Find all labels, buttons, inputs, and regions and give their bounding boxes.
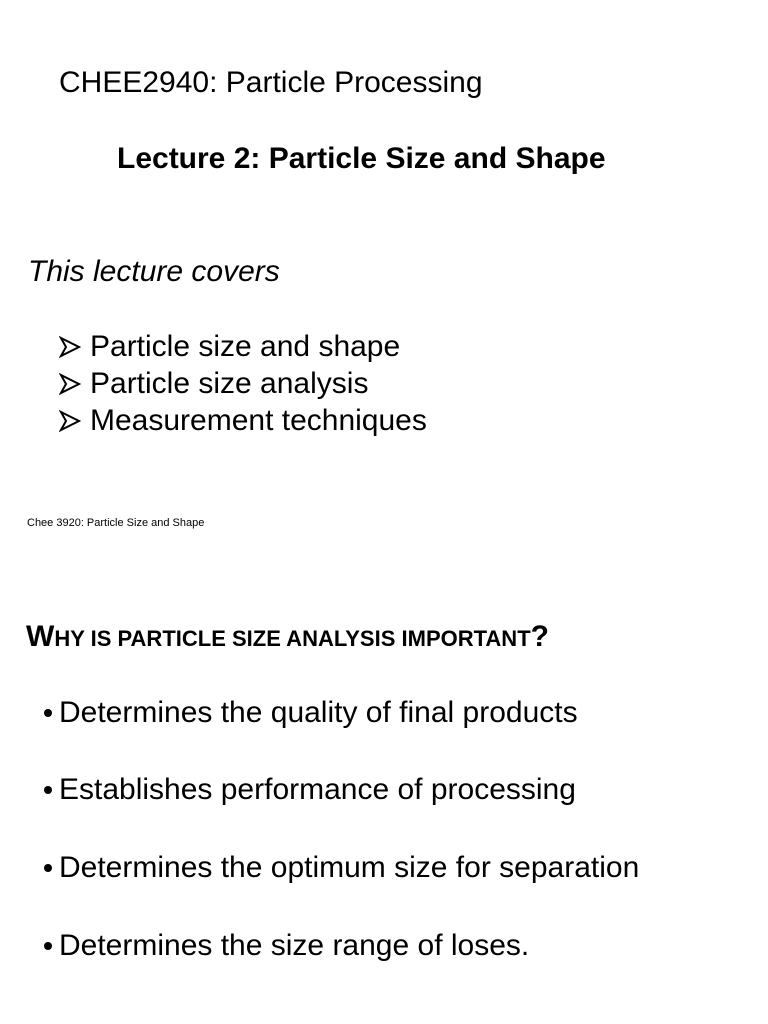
bullet-text: Determines the quality of final products xyxy=(59,696,578,729)
topic-label: Particle size and shape xyxy=(90,330,401,363)
bullet-text: Establishes performance of processing xyxy=(59,773,576,806)
covers-heading: This lecture covers xyxy=(28,255,280,288)
why-heading xyxy=(26,618,549,661)
dot-bullet-icon xyxy=(44,709,52,717)
arrow-bullet-icon xyxy=(59,410,81,432)
bullet-item xyxy=(44,694,578,732)
topic-item xyxy=(59,402,427,439)
dot-bullet-icon xyxy=(44,864,52,872)
topic-list xyxy=(59,328,427,439)
topic-label: Particle size analysis xyxy=(90,367,369,400)
arrow-bullet-icon xyxy=(59,336,81,358)
footer-note: Chee 3920: Particle Size and Shape xyxy=(27,517,205,529)
bullet-item xyxy=(44,927,529,965)
bullet-item xyxy=(44,849,639,887)
heading-question-mark: ? xyxy=(530,620,549,653)
heading-initial: W xyxy=(26,620,55,653)
bullet-item xyxy=(44,771,576,809)
arrow-bullet-icon xyxy=(59,373,81,395)
lecture-title: Lecture 2: Particle Size and Shape xyxy=(117,142,606,175)
bullet-text: Determines the optimum size for separation xyxy=(59,851,640,884)
course-title: CHEE2940: Particle Processing xyxy=(59,66,483,99)
topic-item xyxy=(59,365,427,402)
bullet-text: Determines the size range of loses. xyxy=(59,929,530,962)
heading-body: HY IS PARTICLE SIZE ANALYSIS IMPORTANT xyxy=(54,626,531,651)
dot-bullet-icon xyxy=(44,942,52,950)
topic-label: Measurement techniques xyxy=(90,404,427,437)
dot-bullet-icon xyxy=(44,786,52,794)
topic-item xyxy=(59,328,427,365)
